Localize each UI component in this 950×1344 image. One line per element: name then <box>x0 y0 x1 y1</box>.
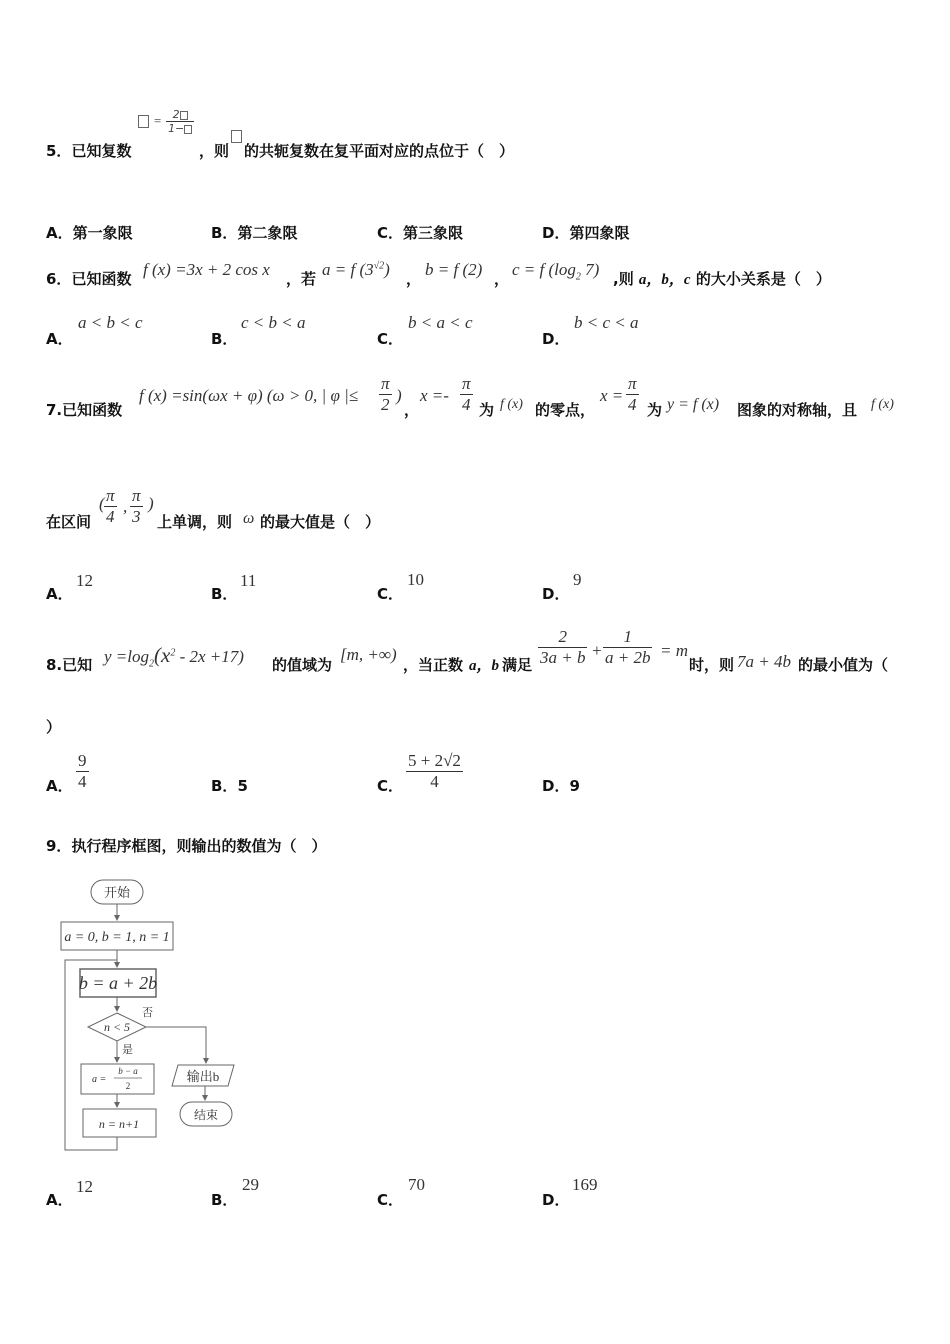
q5-option-c[interactable]: C．第三象限 <box>377 224 464 242</box>
q9-option-a[interactable]: 12 <box>76 1177 93 1196</box>
q9-option-c[interactable]: 70 <box>408 1175 425 1194</box>
flow-output-label: 输出b <box>186 1069 220 1084</box>
q6-option-b-label[interactable]: B． <box>211 330 238 348</box>
q8-stem-line2: ） <box>46 718 62 736</box>
q8-expression: 7a + 4b <box>737 652 791 671</box>
flow-no-label: 否 <box>142 1007 153 1019</box>
q9-option-b-label[interactable]: B． <box>211 1191 238 1209</box>
q6-option-c[interactable]: b < a < c <box>408 313 473 332</box>
placeholder-box <box>231 130 242 143</box>
q8-frac-1: $\frac{2}{3a + b}$ <box>540 627 586 667</box>
q7-option-c[interactable]: 10 <box>407 570 424 589</box>
q6-function: f (x) =3x + 2 cos x <box>143 260 270 279</box>
q9-option-b[interactable]: 29 <box>242 1175 259 1194</box>
q8-frac-2: $\frac{1}{a + 2b}$ <box>605 627 651 667</box>
q6-b-def: b = f (2) <box>425 260 483 279</box>
q8-option-a-label[interactable]: A． <box>46 777 73 795</box>
q5-fraction: $\frac{2}{1-}$ <box>166 108 194 135</box>
q5-stem: 5．已知复数 <box>46 142 132 160</box>
q6-stem: 6．已知函数 <box>46 270 132 288</box>
q5-formula: = $\frac{2}{1-}$ <box>138 108 194 135</box>
q6-a-def: a = f $(3^{√2})$ <box>322 260 390 279</box>
q7-option-c-label[interactable]: C． <box>377 585 404 603</box>
flow-yes-label: 是 <box>122 1044 133 1056</box>
q7-option-a-label[interactable]: A． <box>46 585 73 603</box>
q7-x2: x = <box>600 386 624 405</box>
q5-stem-mid: ，则 <box>199 142 230 160</box>
q9-option-a-label[interactable]: A． <box>46 1191 73 1209</box>
q6-stem-tail: ,则 a，b，c 的大小关系是（ ） <box>613 270 831 288</box>
flow-update-a-den: 2 <box>125 1081 131 1091</box>
flow-update-a-lhs: a = <box>92 1074 107 1085</box>
q8-option-a[interactable]: $\frac{9}{4}$ <box>78 751 87 791</box>
q6-option-d[interactable]: b < c < a <box>574 313 639 332</box>
q6-option-a-label[interactable]: A． <box>46 330 73 348</box>
q6-c-def: c = f ($\log_2$ 7) <box>512 260 600 283</box>
q7-option-a[interactable]: 12 <box>76 571 93 590</box>
q8-option-c[interactable]: $\frac{5 + 2√2}{4}$ <box>408 751 461 791</box>
q8-option-b[interactable]: B．5 <box>211 777 248 795</box>
q6-option-b[interactable]: c < b < a <box>241 313 306 332</box>
q7-option-d[interactable]: 9 <box>573 570 582 589</box>
q7-option-b[interactable]: 11 <box>240 571 257 590</box>
flow-condition-label: n < 5 <box>103 1020 131 1034</box>
q7-pi-over-2: $\frac{\pi}{2}$ <box>381 374 390 414</box>
q6-option-d-label[interactable]: D． <box>542 330 570 348</box>
q7-pi-over-4-b: $\frac{\pi}{4}$ <box>628 374 637 414</box>
q5-option-b[interactable]: B．第二象限 <box>211 224 298 242</box>
q8-range: [m, +∞) <box>340 645 397 664</box>
flowchart <box>56 870 246 1160</box>
q8-stem: 8.已知 <box>46 656 93 674</box>
q8-option-d[interactable]: D．9 <box>542 777 580 795</box>
q7-stem-line2: 在区间 <box>46 513 92 531</box>
q7-function: f (x) =sin(ωx + φ) (ω > 0, | φ |≤ <box>139 386 359 405</box>
q8-option-c-label[interactable]: C． <box>377 777 404 795</box>
q7-option-d-label[interactable]: D． <box>542 585 570 603</box>
q6-option-a[interactable]: a < b < c <box>78 313 143 332</box>
q9-stem: 9．执行程序框图，则输出的数值为（ ） <box>46 837 327 855</box>
q7-interval-hi: $\frac{\pi}{3}$ <box>132 486 141 526</box>
q8-function: $y =\log_2(x^2 - 2x +17)$ <box>104 643 244 670</box>
q7-pi-over-4-a: $\frac{\pi}{4}$ <box>462 374 471 414</box>
flow-increment-label: n = n+1 <box>98 1117 140 1131</box>
q5-option-d[interactable]: D．第四象限 <box>542 224 630 242</box>
flow-init-label: a = 0, b = 1, n = 1 <box>64 930 170 945</box>
q5-stem-tail: 的共轭复数在复平面对应的点位于（ ） <box>244 142 515 160</box>
flow-update-b-label: b = a + 2b <box>78 973 158 993</box>
flow-update-a-num: b − a <box>118 1066 138 1076</box>
q7-option-b-label[interactable]: B． <box>211 585 238 603</box>
q6-sep: ，若 <box>286 270 317 288</box>
q9-option-d[interactable]: 169 <box>572 1175 598 1194</box>
q9-option-d-label[interactable]: D． <box>542 1191 570 1209</box>
q7-x1: x =- <box>420 386 449 405</box>
q7-interval-lo: $\frac{\pi}{4}$ <box>106 486 115 526</box>
flow-end-label: 结束 <box>193 1108 219 1122</box>
placeholder-box <box>138 115 149 128</box>
q5-option-a[interactable]: A．第一象限 <box>46 224 133 242</box>
flow-start-label: 开始 <box>103 885 131 900</box>
q7-stem: 7.已知函数 <box>46 401 123 419</box>
q9-option-c-label[interactable]: C． <box>377 1191 404 1209</box>
q6-option-c-label[interactable]: C． <box>377 330 404 348</box>
